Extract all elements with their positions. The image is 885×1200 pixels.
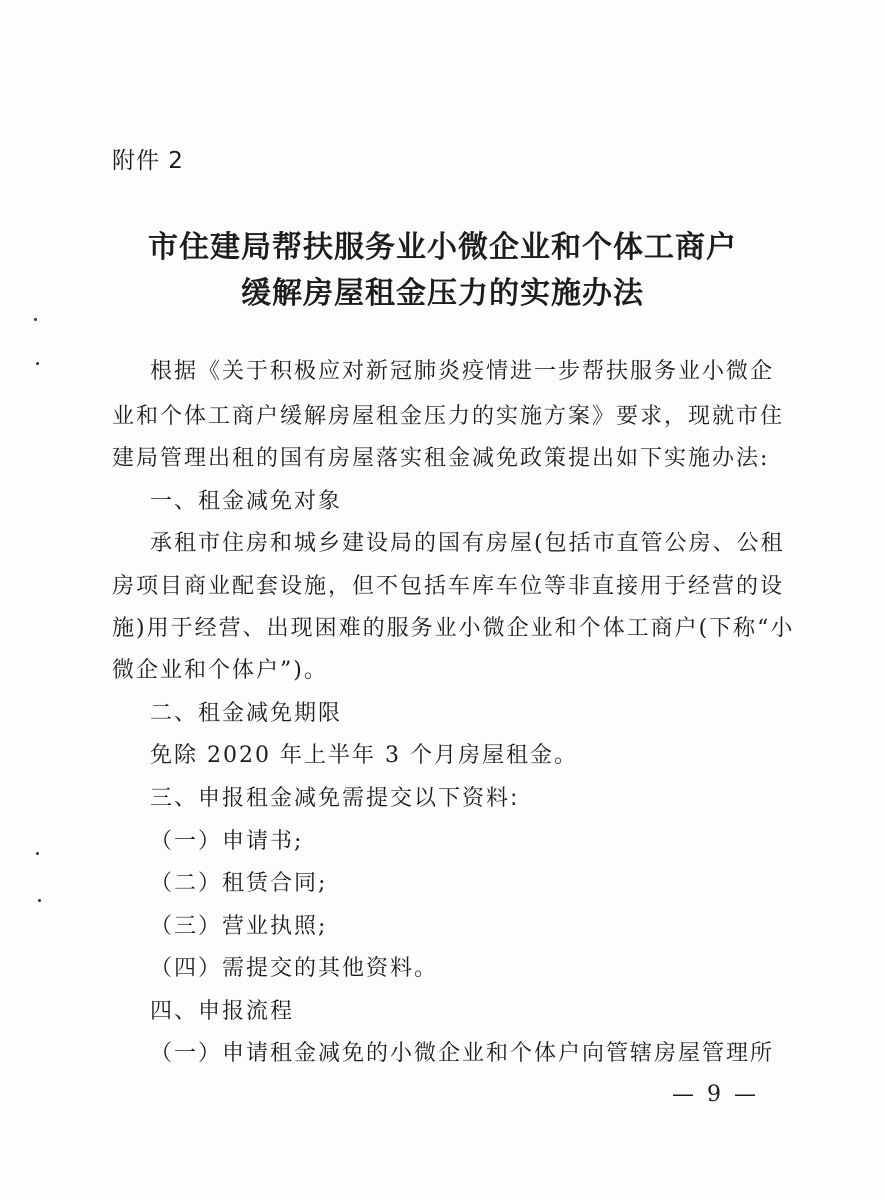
- material-item-4: （四）需提交的其他资料。: [150, 956, 439, 981]
- section-heading-3: 三、申报租金减免需提交以下资料:: [150, 786, 520, 811]
- section-heading-1: 一、租金减免对象: [150, 489, 343, 514]
- scan-speck: [36, 362, 39, 365]
- paragraph-intro-line-1: 根据《关于积极应对新冠肺炎疫情进一步帮扶服务业小微企: [150, 359, 775, 384]
- material-item-3: （三）营业执照;: [150, 914, 328, 939]
- scan-speck: [38, 899, 41, 902]
- section-heading-4: 四、申报流程: [150, 999, 295, 1024]
- page-number: — 9 —: [672, 1082, 759, 1107]
- scan-speck: [36, 852, 39, 855]
- section-1-line-1: 承租市住房和城乡建设局的国有房屋(包括市直管公房、公租: [150, 531, 785, 556]
- paragraph-intro-line-3: 建局管理出租的国有房屋落实租金减免政策提出如下实施办法:: [112, 446, 770, 471]
- attachment-label: 附件 2: [112, 148, 184, 174]
- section-1-line-3: 施)用于经营、出现困难的服务业小微企业和个体工商户(下称“小: [112, 616, 795, 641]
- material-item-1: （一）申请书;: [150, 829, 304, 854]
- section-1-line-2: 房项目商业配套设施，但不包括车库车位等非直接用于经营的设: [112, 574, 785, 599]
- section-4-line-1: （一）申请租金减免的小微企业和个体户向管辖房屋管理所: [150, 1041, 775, 1066]
- material-item-2: （二）租赁合同;: [150, 871, 328, 896]
- section-1-line-4: 微企业和个体户”)。: [112, 658, 328, 683]
- document-title-line-1: 市住建局帮扶服务业小微企业和个体工商户: [148, 230, 737, 265]
- paragraph-intro-line-2: 业和个体工商户缓解房屋租金压力的实施方案》要求，现就市住: [112, 404, 785, 429]
- document-title-line-2: 缓解房屋租金压力的实施办法: [241, 276, 644, 311]
- scan-speck: [34, 318, 37, 321]
- section-2-line-1: 免除 2020 年上半年 3 个月房屋租金。: [150, 743, 578, 768]
- section-heading-2: 二、租金减免期限: [150, 701, 343, 726]
